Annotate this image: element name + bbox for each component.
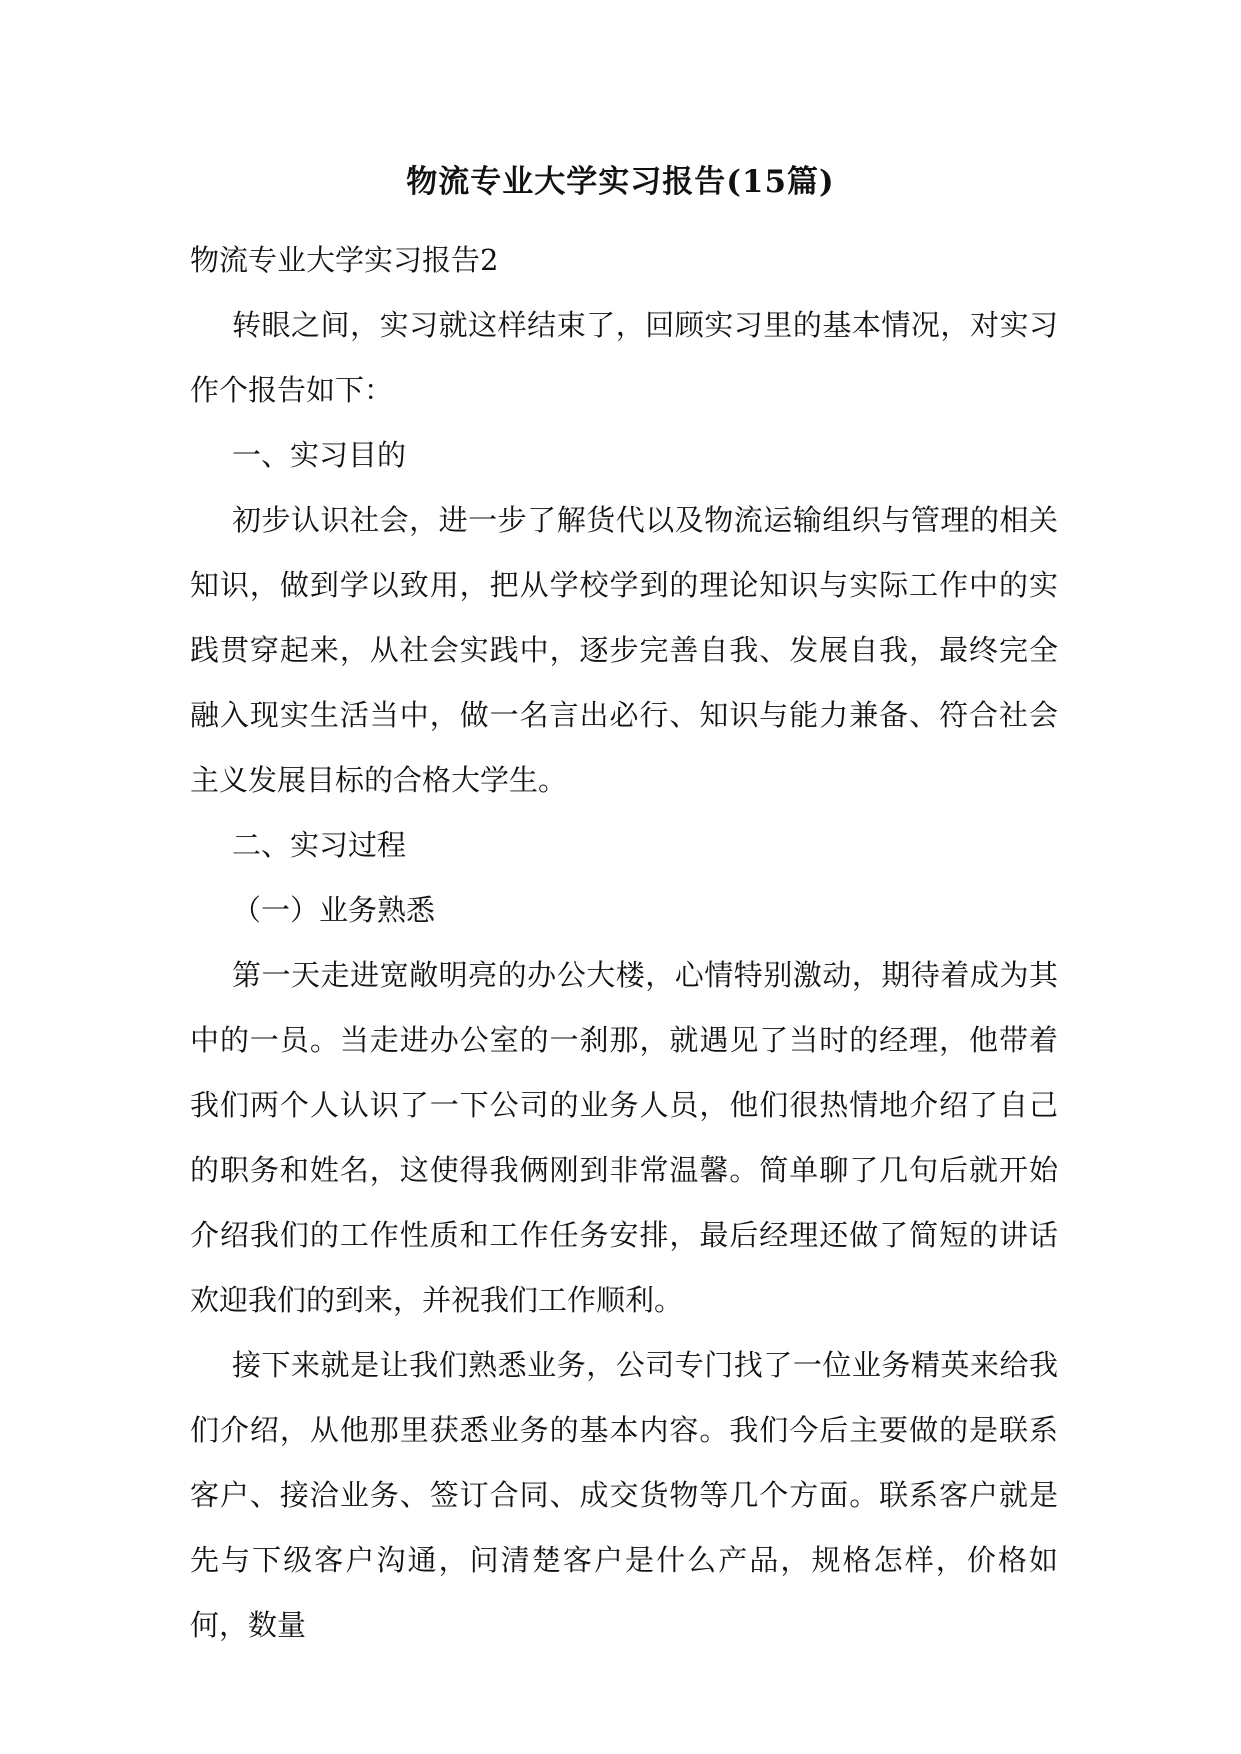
- paragraph-intro: 转眼之间，实习就这样结束了，回顾实习里的基本情况，对实习作个报告如下：: [190, 308, 1058, 407]
- subsection-heading-business: （一）业务熟悉: [232, 893, 436, 927]
- section-heading-process: 二、实习过程: [232, 828, 407, 862]
- paragraph-first-day: 第一天走进宽敞明亮的办公大楼，心情特别激动，期待着成为其中的一员。当走进办公室的一刹那，就遇见了当时的经理，他带着我们两个人认识了一下公司的业务人员，他们很热情地介绍了自己的职务和姓名，这使得我俩刚到非常温馨。简单聊了几句后就开始介绍我们的工作性质和工作任务安排，最后经理还做了简短的讲话欢迎我们的到来，并祝我们工作顺利。: [190, 958, 1058, 1317]
- document-body: [190, 228, 1058, 1658]
- document-subtitle: 物流专业大学实习报告2: [190, 243, 499, 277]
- paragraph-business-intro: 接下来就是让我们熟悉业务，公司专门找了一位业务精英来给我们介绍，从他那里获悉业务的基本内容。我们今后主要做的是联系客户、接洽业务、签订合同、成交货物等几个方面。联系客户就是先与下级客户沟通，问清楚客户是什么产品，规格怎样，价格如何，数量: [190, 1348, 1058, 1642]
- document-title: 物流专业大学实习报告(15篇): [406, 164, 835, 200]
- paragraph-purpose: 初步认识社会，进一步了解货代以及物流运输组织与管理的相关知识，做到学以致用，把从学校学到的理论知识与实际工作中的实践贯穿起来，从社会实践中，逐步完善自我、发展自我，最终完全融入现实生活当中，做一名言出必行、知识与能力兼备、符合社会主义发展目标的合格大学生。: [190, 503, 1058, 797]
- section-heading-purpose: 一、实习目的: [232, 438, 407, 472]
